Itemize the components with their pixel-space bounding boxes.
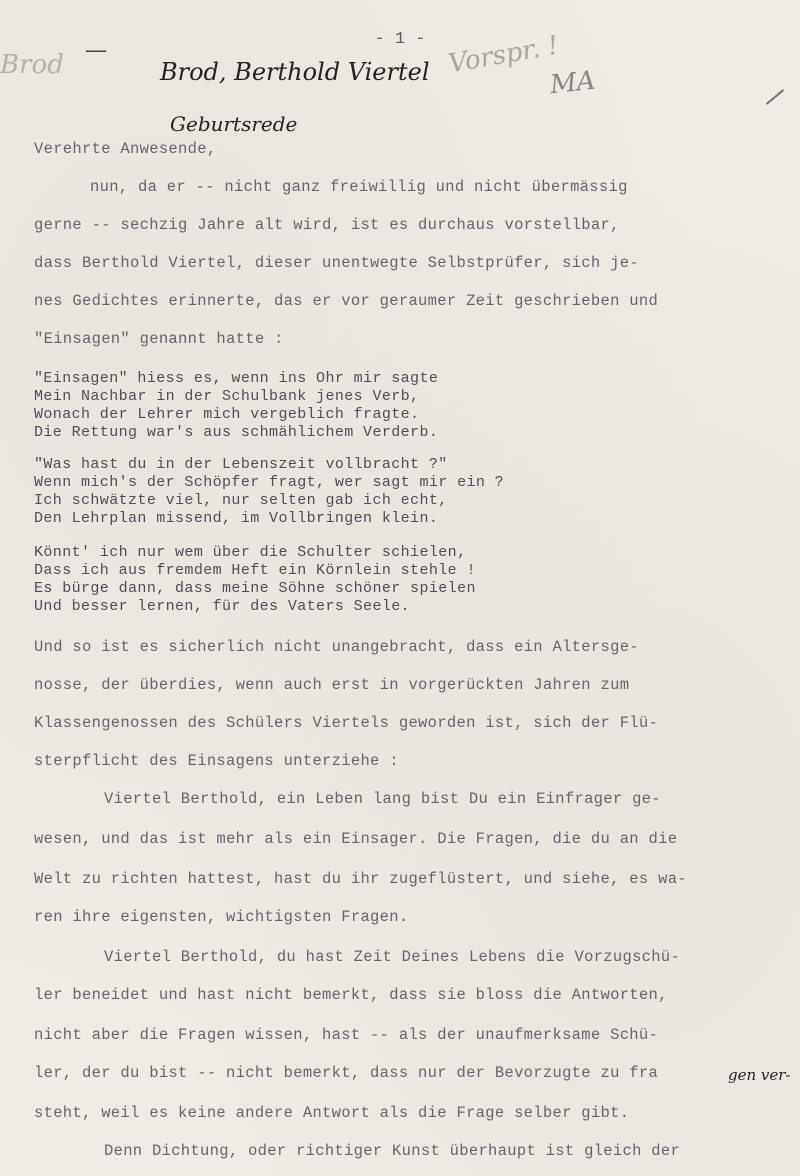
paragraph-1-line: nes Gedichtes erinnerte, das er vor geraumer Zeit geschrieben und [34,292,659,310]
poem-line: Und besser lernen, für des Vaters Seele. [34,598,411,615]
paragraph-4-line: ler, der du bist -- nicht bemerkt, dass nur der Bevorzugte zu fra [34,1064,659,1082]
paragraph-2-line: Klassengenossen des Schülers Viertels geworden ist, sich der Flü- [34,714,659,732]
poem-line: Ich schwätzte viel, nur selten gab ich echt, [34,492,448,509]
paragraph-1-line: "Einsagen" genannt hatte : [34,330,284,348]
paragraph-2-line: nosse, der überdies, wenn auch erst in vorgerückten Jahren zum [34,676,630,694]
poem-line: Dass ich aus fremdem Heft ein Körnlein stehle ! [34,562,476,579]
paragraph-3-line: wesen, und das ist mehr als ein Einsager. Die Fragen, die du an die [34,830,678,848]
handwritten-title: Brod, Berthold Viertel [160,58,430,86]
paragraph-4-line: Viertel Berthold, du hast Zeit Deines Lebens die Vorzugschü- [104,948,681,966]
poem-line: Könnt' ich nur wem über die Schulter schielen, [34,544,467,561]
pencil-annotation-1: Vorspr. ! [446,30,561,80]
pencil-annotation-2: MA [548,65,597,101]
salutation: Verehrte Anwesende, [34,140,217,158]
paragraph-1-line: nun, da er -- nicht ganz freiwillig und nicht übermässig [90,178,628,196]
paragraph-3-line: Viertel Berthold, ein Leben lang bist Du ein Einfrager ge- [104,790,661,808]
handwritten-subtitle: Geburtsrede [170,112,298,136]
page-number: - 1 - [374,30,426,49]
paragraph-5-line: Denn Dichtung, oder richtiger Kunst überhaupt ist gleich der [104,1142,681,1160]
paragraph-2-line: sterpflicht des Einsagens unterziehe : [34,752,399,770]
pencil-stroke [766,89,784,105]
poem-line: Die Rettung war's aus schmählichem Verderb. [34,424,439,441]
poem-line: Mein Nachbar in der Schulbank jenes Verb, [34,388,420,405]
poem-line: Wenn mich's der Schöpfer fragt, wer sagt mir ein ? [34,474,505,491]
paragraph-4-line: steht, weil es keine andere Antwort als die Frage selber gibt. [34,1104,630,1122]
paragraph-4-line: ler beneidet und hast nicht bemerkt, dass sie bloss die Antworten, [34,986,668,1004]
poem-line: Es bürge dann, dass meine Söhne schöner spielen [34,580,476,597]
paragraph-3-line: Welt zu richten hattest, hast du ihr zugeflüstert, und siehe, es wa- [34,870,687,888]
paragraph-1-line: gerne -- sechzig Jahre alt wird, ist es durchaus vorstellbar, [34,216,620,234]
poem-line: Wonach der Lehrer mich vergeblich fragte. [34,406,420,423]
paragraph-1-line: dass Berthold Viertel, dieser unentwegte Selbstprüfer, sich je- [34,254,639,272]
pencil-annotation-brod: Brod [0,50,64,80]
poem-line: Den Lehrplan missend, im Vollbringen klein. [34,510,439,527]
poem-line: "Was hast du in der Lebenszeit vollbracht ?" [34,456,448,473]
poem-line: "Einsagen" hiess es, wenn ins Ohr mir sagte [34,370,439,387]
handwritten-correction: gen ver- [728,1066,791,1084]
paragraph-4-line: nicht aber die Fragen wissen, hast -- als der unaufmerksame Schü- [34,1026,659,1044]
ink-dash: — [85,38,107,63]
paragraph-2-line: Und so ist es sicherlich nicht unangebracht, dass ein Altersge- [34,638,639,656]
paragraph-3-line: ren ihre eigensten, wichtigsten Fragen. [34,908,409,926]
